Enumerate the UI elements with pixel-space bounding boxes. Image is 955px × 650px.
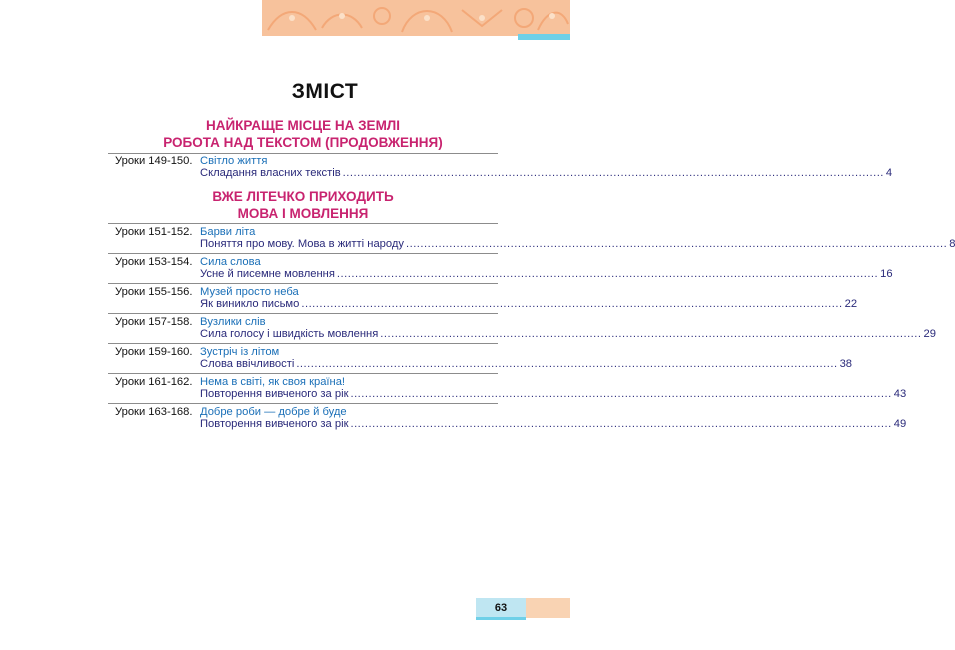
divider [108, 223, 498, 224]
lesson-subtopic: Як виникло письмо [200, 298, 300, 310]
lesson-topic[interactable]: Сила слова [200, 256, 261, 268]
lesson-subtopic-row [200, 167, 893, 182]
lesson-subtopic: Усне й писемне мовлення [200, 268, 335, 280]
divider [108, 313, 498, 314]
page-number: 8 [949, 238, 955, 250]
lesson-topic[interactable]: Вузлики слів [200, 316, 266, 328]
lesson-label: Уроки 157-158. [115, 316, 193, 328]
divider [108, 403, 498, 404]
lesson-topic[interactable]: Барви літа [200, 226, 256, 238]
page-number-footer: 63 [476, 598, 526, 618]
top-accent-bar [518, 34, 570, 40]
lesson-subtopic: Повторення вивченого за рік [200, 388, 349, 400]
lesson-subtopic: Слова ввічливості [200, 358, 295, 370]
lesson-subtopic: Сила голосу і швидкість мовлення [200, 328, 379, 340]
lesson-topic[interactable]: Зустріч із літом [200, 346, 280, 358]
lesson-subtopic: Поняття про мову. Мова в житті народу [200, 238, 404, 250]
lesson-topic[interactable]: Добре роби — добре й буде [200, 406, 347, 418]
dot-leader: ...................................................................................................................................................... [296, 358, 838, 370]
page-number: 38 [839, 358, 853, 370]
page-number: 29 [923, 328, 936, 340]
lesson-label: Уроки 163-168. [115, 406, 193, 418]
lesson-label: Уроки 155-156. [115, 286, 193, 298]
section-heading-line: МОВА І МОВЛЕННЯ [237, 206, 369, 221]
dot-leader: ...................................................................................................................................................... [350, 388, 892, 400]
lesson-subtopic-row [200, 298, 858, 313]
section-heading-line: РОБОТА НАД ТЕКСТОМ (ПРОДОВЖЕННЯ) [163, 135, 443, 150]
page-number: 22 [844, 298, 858, 310]
page-number: 16 [880, 268, 893, 280]
lesson-subtopic-row [200, 328, 936, 343]
lesson-label: Уроки 159-160. [115, 346, 193, 358]
lesson-topic[interactable]: Світло життя [200, 155, 268, 167]
divider [108, 253, 498, 254]
dot-leader: ...................................................................................................................................................... [350, 418, 892, 430]
dot-leader: ...................................................................................................................................................... [342, 167, 884, 179]
dot-leader: ...................................................................................................................................................... [301, 298, 843, 310]
dot-leader: ...................................................................................................................................................... [336, 268, 879, 280]
dot-leader: ...................................................................................................................................................... [380, 328, 922, 340]
lesson-subtopic-row [200, 418, 907, 433]
divider [108, 373, 498, 374]
lesson-label: Уроки 149-150. [115, 155, 193, 167]
page-number: 43 [893, 388, 907, 400]
divider [108, 283, 498, 284]
lesson-subtopic-row [200, 268, 893, 283]
lesson-subtopic-row [200, 358, 853, 373]
lesson-label: Уроки 153-154. [115, 256, 193, 268]
section-heading-line: НАЙКРАЩЕ МІСЦЕ НА ЗЕМЛІ [205, 118, 401, 133]
page-number: 49 [893, 418, 907, 430]
ornament-pattern-icon [262, 0, 570, 36]
page-number: 4 [885, 167, 893, 179]
lesson-topic[interactable]: Нема в світі, як своя країна! [200, 376, 346, 388]
section-heading-line: ВЖЕ ЛІТЕЧКО ПРИХОДИТЬ [212, 189, 394, 204]
divider [108, 343, 498, 344]
page-number-underline [476, 617, 526, 620]
page-title: ЗМІСТ [291, 80, 359, 103]
lesson-subtopic: Повторення вивченого за рік [200, 418, 349, 430]
dot-leader: ...................................................................................................................................................... [405, 238, 948, 250]
lesson-subtopic-row [200, 388, 907, 403]
section-heading-1 [108, 117, 498, 151]
divider [108, 153, 498, 154]
lesson-subtopic-row [200, 238, 955, 253]
decorative-ornament-banner [262, 0, 570, 36]
lesson-label: Уроки 151-152. [115, 226, 193, 238]
lesson-label: Уроки 161-162. [115, 376, 193, 388]
section-heading-2 [108, 188, 498, 222]
lesson-subtopic: Складання власних текстів [200, 167, 341, 179]
lesson-topic[interactable]: Музей просто неба [200, 286, 299, 298]
